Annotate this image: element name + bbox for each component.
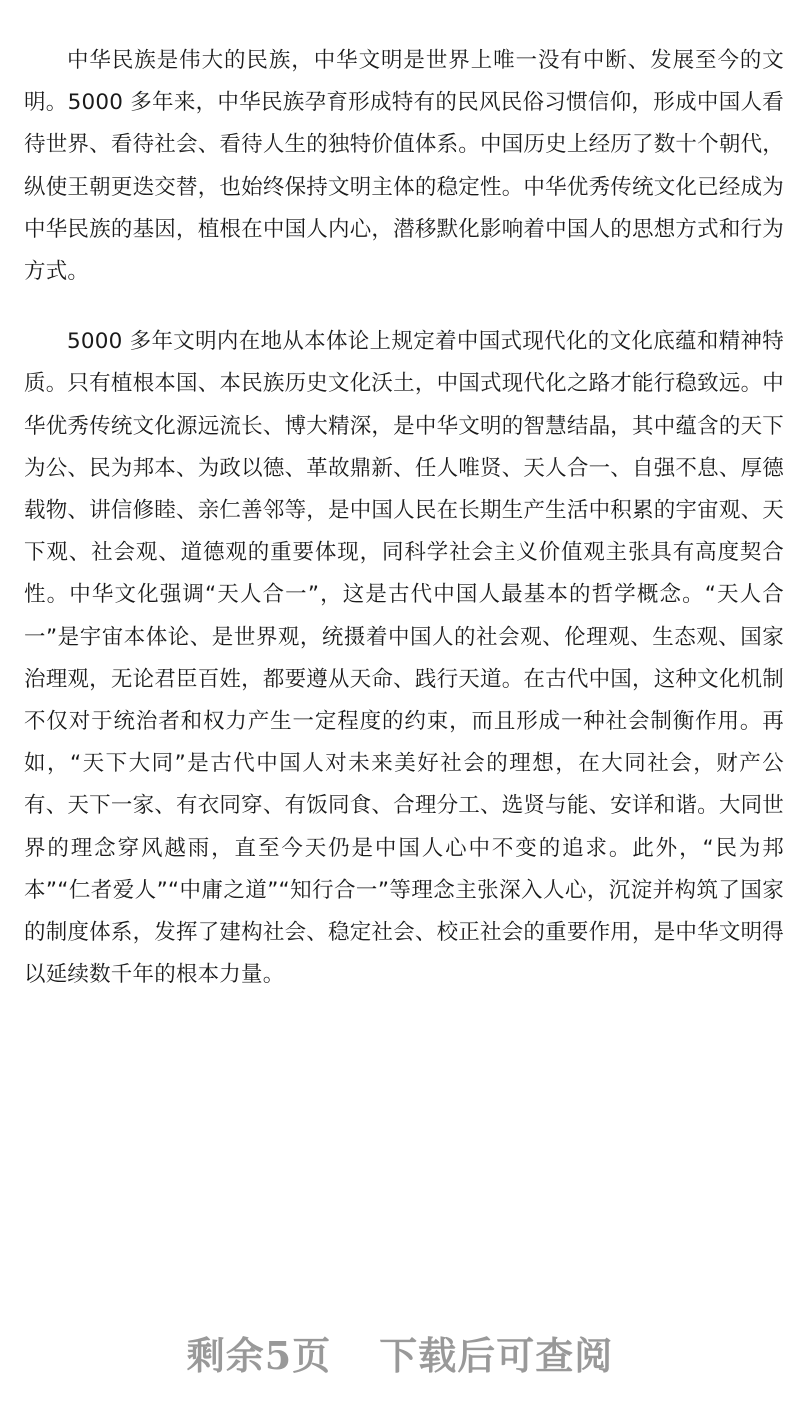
paragraph-1: 中华民族是伟大的民族，中华文明是世界上唯一没有中断、发展至今的文明。5000 多年来，中华民族孕育形成特有的民风民俗习惯信仰，形成中国人看待世界、看待社会、看待人生的独特价值体系。中国历史上经历了数十个朝代，纵使王朝更迭交替，也始终保持文明主体的稳定性。中华优秀传统文化已经成为中华民族的基因，植根在中国人内心，潜移默化影响着中国人的思想方式和行为方式。 xyxy=(24,48,784,285)
download-prompt-label[interactable]: 下载后可查阅 xyxy=(379,1332,614,1378)
remaining-pages-label[interactable]: 剩余5页 xyxy=(186,1332,332,1378)
paragraph-2: 5000 多年文明内在地从本体论上规定着中国式现代化的文化底蕴和精神特质。只有植根本国、本民族历史文化沃土，中国式现代化之路才能行稳致远。中华优秀传统文化源远流长、博大精深，是中华文明的智慧结晶，其中蕴含的天下为公、民为邦本、为政以德、革故鼎新、任人唯贤、天人合一、自强不息、厚德载物、讲信修睦、亲仁善邻等，是中国人民在长期生产生活中积累的宇宙观、天下观、社会观、道德观的重要体现，同科学社会主义价值观主张具有高度契合性。中华文化强调“天人合一”，这是古代中国人最基本的哲学概念。“天人合一”是宇宙本体论、是世界观，统摄着中国人的社会观、伦理观、生态观、国家治理观，无论君臣百姓，都要遵从天命、践行天道。在古代中国，这种文化机制不仅对于统治者和权力产生一定程度的约束，而且形成一种社会制衡作用。再如，“天下大同”是古代中国人对未来美好社会的理想，在大同社会，财产公有、天下一家、有衣同穿、有饭同食、合理分工、选贤与能、安详和谐。大同世界的理念穿风越雨，直至今天仍是中国人心中不变的追求。此外，“民为邦本”“仁者爱人”“中庸之道”“知行合一”等理念主张深入人心，沉淀并构筑了国家的制度体系，发挥了建构社会、稳定社会、校正社会的重要作用，是中华文明得以延续数千年的根本力量。 xyxy=(24,329,784,988)
article-body xyxy=(24,40,784,996)
download-banner[interactable] xyxy=(0,1322,800,1382)
